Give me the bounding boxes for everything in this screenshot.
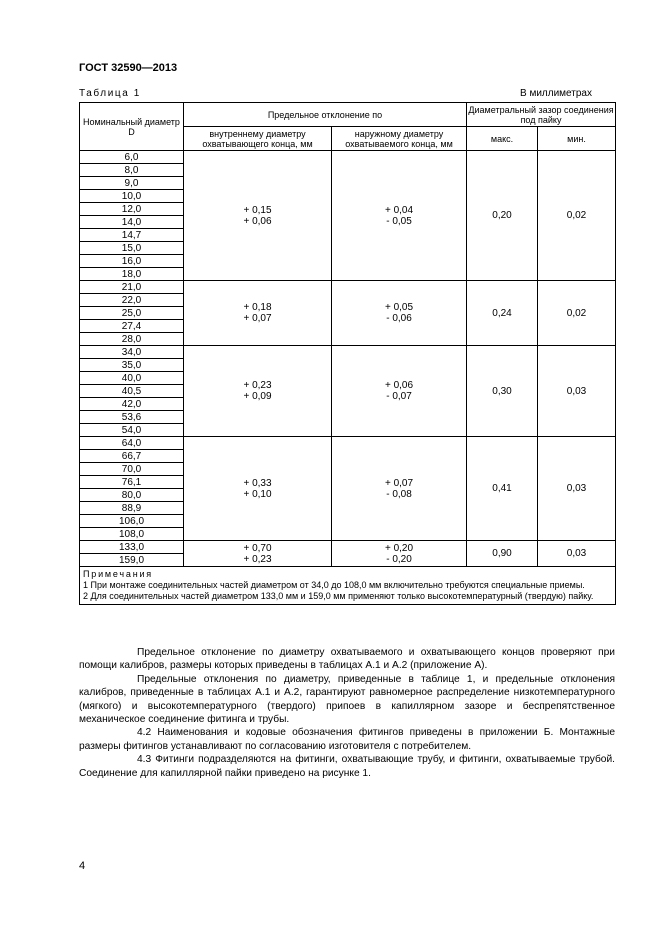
nominal-diameter-cell: 70,0 <box>80 463 184 476</box>
gap-max-cell-line: 0,20 <box>492 210 512 221</box>
inner-deviation-cell-line: + 0,23 <box>243 553 272 565</box>
gap-min-cell <box>538 541 616 567</box>
nominal-diameter-cell: 66,7 <box>80 450 184 463</box>
header-deviation-group: Предельное отклонение по <box>184 103 467 127</box>
nominal-diameter-cell: 22,0 <box>80 294 184 307</box>
table-row <box>80 437 616 450</box>
nominal-diameter-cell: 108,0 <box>80 528 184 541</box>
nominal-diameter-cell: 35,0 <box>80 359 184 372</box>
outer-deviation-cell <box>332 437 467 541</box>
header-nominal-diameter: Номинальный диаметр D <box>80 103 184 151</box>
nominal-diameter-cell: 6,0 <box>80 151 184 164</box>
table-row <box>80 151 616 164</box>
gap-max-cell <box>467 346 538 437</box>
nominal-diameter-cell: 80,0 <box>80 489 184 502</box>
inner-deviation-cell <box>184 437 332 541</box>
page-number: 4 <box>79 860 86 872</box>
gap-max-cell <box>467 437 538 541</box>
nominal-diameter-cell: 10,0 <box>80 190 184 203</box>
nominal-diameter-cell: 42,0 <box>80 398 184 411</box>
inner-deviation-cell-line: + 0,70 <box>243 542 272 554</box>
outer-deviation-cell-line: + 0,06 <box>384 380 414 391</box>
gap-max-cell-line: 0,30 <box>492 385 512 397</box>
outer-deviation-cell-line: + 0,07 <box>384 477 414 489</box>
outer-deviation-cell <box>332 541 467 567</box>
gap-max-cell <box>467 541 538 567</box>
nominal-diameter-cell: 14,0 <box>80 216 184 229</box>
table-row <box>80 346 616 359</box>
gap-max-cell-line: 0,24 <box>492 307 512 319</box>
outer-deviation-cell-line: - 0,06 <box>386 313 412 324</box>
diameter-tolerance-table <box>79 102 616 605</box>
outer-deviation-cell-line: + 0,04 <box>384 204 414 216</box>
outer-deviation-cell-line: + 0,20 <box>384 542 414 554</box>
inner-deviation-cell-line: + 0,09 <box>243 391 272 402</box>
gap-min-cell <box>538 281 616 346</box>
table-body <box>80 151 616 567</box>
paragraph: Предельное отклонение по диаметру охватываемого и охватывающего концов проверяют при помощи калибров, размеры которых приведены в таблицах А.1 и А.2 (приложение А). <box>79 647 615 672</box>
nominal-diameter-cell: 54,0 <box>80 424 184 437</box>
outer-deviation-cell-line: - 0,07 <box>386 391 412 402</box>
nominal-diameter-cell: 16,0 <box>80 255 184 268</box>
paragraph: 4.2 Наименования и кодовые обозначения фитингов приведены в приложении Б. Монтажные размеры фитингов устанавливают по согласованию изготовителя с потребителем. <box>79 727 615 752</box>
body-text <box>79 646 615 780</box>
nominal-diameter-cell: 12,0 <box>80 203 184 216</box>
gap-min-cell-line: 0,03 <box>566 385 587 397</box>
inner-deviation-cell-line: + 0,10 <box>243 488 272 500</box>
nominal-diameter-cell: 21,0 <box>80 281 184 294</box>
nominal-diameter-cell: 34,0 <box>80 346 184 359</box>
table-units: В миллиметрах <box>520 88 592 99</box>
nominal-diameter-cell: 28,0 <box>80 333 184 346</box>
nominal-diameter-cell: 88,9 <box>80 502 184 515</box>
inner-deviation-cell-line: + 0,15 <box>243 204 272 216</box>
inner-deviation-cell <box>184 151 332 281</box>
header-gap-group: Диаметральный зазор соединения под пайку <box>468 104 614 125</box>
nominal-diameter-cell: 40,5 <box>80 385 184 398</box>
outer-deviation-cell <box>332 281 467 346</box>
header-gap-max: макс. <box>467 127 538 151</box>
outer-deviation-cell <box>332 151 467 281</box>
inner-deviation-cell-line: + 0,06 <box>243 215 272 227</box>
table-row <box>80 281 616 294</box>
nominal-diameter-cell: 64,0 <box>80 437 184 450</box>
inner-deviation-cell-line: + 0,33 <box>243 477 272 489</box>
nominal-diameter-cell: 25,0 <box>80 307 184 320</box>
paragraph: Предельные отклонения по диаметру, приведенные в таблице 1, и предельные отклонения калибров, приведенные в таблицах А.1 и А.2, гарантируют равномерное распределение низкотемпературного (мягкого) и высокотемпературного (твердого) припоев в капиллярном зазоре и беспрепятственное механическое соединение фитинга и трубы. <box>79 673 615 726</box>
outer-deviation-cell-line: - 0,08 <box>386 488 412 500</box>
gap-min-cell <box>538 437 616 541</box>
gap-min-cell-line: 0,03 <box>566 548 587 559</box>
nominal-diameter-cell: 76,1 <box>80 476 184 489</box>
nominal-diameter-cell: 27,4 <box>80 320 184 333</box>
header-gap-min: мин. <box>538 127 616 151</box>
nominal-diameter-cell: 8,0 <box>80 164 184 177</box>
inner-deviation-cell-line: + 0,18 <box>243 302 272 313</box>
header-inner-diameter: внутреннему диаметру охватывающего конца, мм <box>184 127 332 151</box>
notes-title: Примечания <box>83 569 153 579</box>
inner-deviation-cell <box>184 346 332 437</box>
nominal-diameter-cell: 9,0 <box>80 177 184 190</box>
nominal-diameter-cell: 159,0 <box>80 554 184 567</box>
paragraph: 4.3 Фитинги подразделяются на фитинги, охватывающие трубу, и фитинги, охватываемые трубой. Соединение для капиллярной пайки приведено на рисунке 1. <box>79 754 615 779</box>
gap-min-cell <box>538 151 616 281</box>
gap-min-cell-line: 0,02 <box>566 210 587 221</box>
nominal-diameter-cell: 40,0 <box>80 372 184 385</box>
nominal-diameter-cell: 133,0 <box>80 541 184 554</box>
note-item: 2 Для соединительных частей диаметром 133,0 мм и 159,0 мм применяют только высокотемпературный (твердую) пайку. <box>83 591 594 601</box>
nominal-diameter-cell: 18,0 <box>80 268 184 281</box>
gap-min-cell-line: 0,02 <box>566 307 587 319</box>
gap-min-cell <box>538 346 616 437</box>
header-outer-diameter: наружному диаметру охватываемого конца, мм <box>332 127 467 151</box>
inner-deviation-cell-line: + 0,07 <box>243 313 272 324</box>
outer-deviation-cell <box>332 346 467 437</box>
gap-max-cell <box>467 151 538 281</box>
note-item: 1 При монтаже соединительных частей диаметром от 34,0 до 108,0 мм включительно требуются специальные приемы. <box>83 580 585 590</box>
gap-max-cell-line: 0,41 <box>492 483 512 494</box>
nominal-diameter-cell: 106,0 <box>80 515 184 528</box>
inner-deviation-cell <box>184 541 332 567</box>
inner-deviation-cell <box>184 281 332 346</box>
nominal-diameter-cell: 15,0 <box>80 242 184 255</box>
table-row <box>80 541 616 554</box>
table-notes <box>80 567 616 605</box>
table-caption: Таблица 1 <box>79 88 141 99</box>
gap-max-cell-line: 0,90 <box>492 548 512 559</box>
gap-max-cell <box>467 281 538 346</box>
outer-deviation-cell-line: - 0,05 <box>386 215 412 227</box>
nominal-diameter-cell: 53,6 <box>80 411 184 424</box>
standard-designation: ГОСТ 32590—2013 <box>79 62 178 74</box>
outer-deviation-cell-line: + 0,05 <box>384 302 414 313</box>
nominal-diameter-cell: 14,7 <box>80 229 184 242</box>
gap-min-cell-line: 0,03 <box>566 483 587 494</box>
outer-deviation-cell-line: - 0,20 <box>386 553 412 565</box>
inner-deviation-cell-line: + 0,23 <box>243 380 272 391</box>
